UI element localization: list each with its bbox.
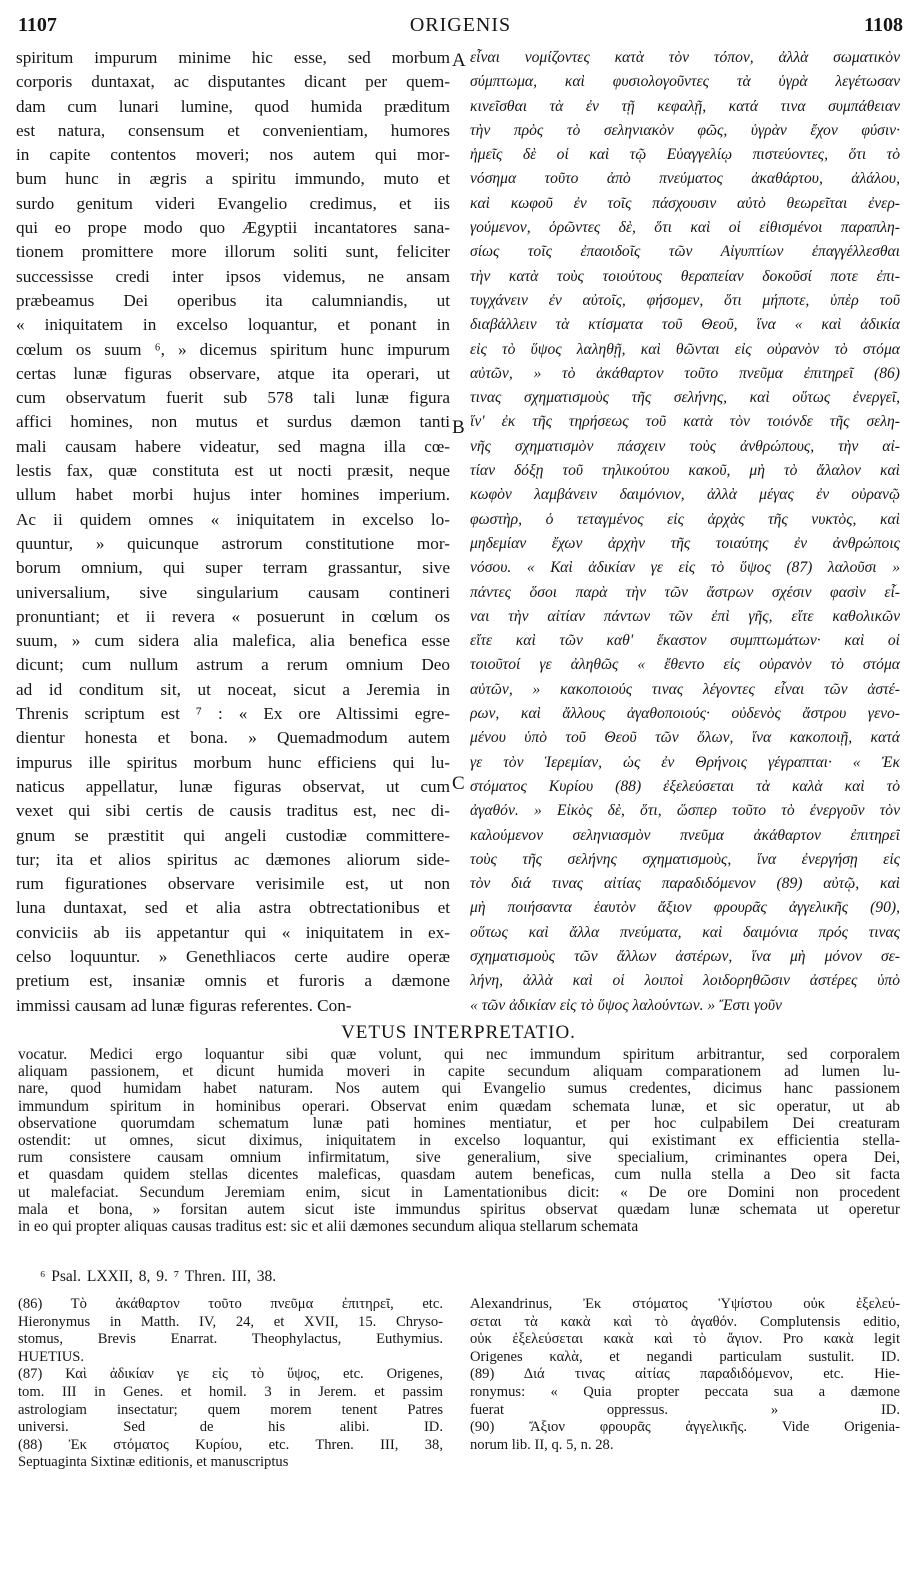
footnote-line: (90) Ἄξιον φρουρᾶς ἀγγελικῆς. Vide Origenia- [470,1419,900,1436]
footnote-line: σεται τὰ κακὰ καὶ τὸ ἀγαθόν. Complutensis editio, [470,1313,900,1330]
latin-text-line: tur; ita et alios spiritus ac dæmones aliorum side- [16,849,450,869]
greek-text-line: ἀγαθόν. » Εἰκὸς δὲ, ὅτι, ὥσπερ τοῦτο τὸ ἐνεργοῦν τὸν [470,802,900,820]
page-header [18,14,903,40]
latin-text-line: affici homines, non mutus et surdus dæmon tanti [16,412,450,432]
latin-text-line: certas lunæ figuras observare, atque ita operari, ut [16,363,450,383]
greek-text-line: ἡμεῖς δὲ οἱ καὶ τῷ Εὐαγγελίῳ πιστεύοντες, ὅτι τὸ [470,146,900,164]
latin-text-line: præbeamus Dei operibus ita calumniandis, ut [16,290,450,310]
latin-text-line: in capite contentos moveri; nos autem qui mor- [16,145,450,165]
latin-text-line: dam cum lunari lumine, quod humida præditum [16,96,450,116]
greek-text-line: ρων, καὶ ἄλλους ἀγαθοποιούς· οὐδενὸς ἄστρου γενο- [470,705,900,723]
latin-column [16,46,450,1018]
greek-text-line: πάντες ὅσοι παρὰ τὴν τῶν ἄστρων σχέσιν φασὶν εἶ- [470,583,900,601]
latin-text-line: est natura, consensum et convenientiam, humores [16,120,450,140]
latin-text-line: lestis fax, quæ constituta est ut nocti præsit, neque [16,461,450,481]
greek-text-line: μένου ὑπὸ τοῦ Θεοῦ τῶν ὅλων, ἵνα κακοποιῇ, κατά [470,729,900,747]
footnote-line: HUETIUS. [18,1348,85,1365]
latin-text-line: conviciis ab iis appetantur qui « iniquitatem in ex- [16,922,450,942]
page-number-right: 1108 [864,14,903,36]
greek-text-line: γε τὸν Ἱερεμίαν, ὡς ἐν Θρήνοις γέγραπται· « Ἐκ [470,753,900,771]
latin-text-line: pronuntiant; et ii revera « posuerunt in cœlum os [16,606,450,626]
vetus-text-line: ut malefaciat. Secundum Jeremiam enim, sicut in Lamentationibus dicit: « De ore Domini non procedent [18,1183,900,1201]
footnote-line: Hieronymus in Matth. IV, 24, et XVII, 15. Chryso- [18,1313,443,1330]
greek-column [470,46,900,1018]
latin-text-line: pretium est, insaniæ omnis et furoris a dæmone [16,971,450,991]
latin-text-line: Threnis scriptum est ⁷ : « Ex ore Altissimi egre- [16,704,450,724]
greek-text-line: νόσου. « Καὶ ἀδικίαν γε εἰς τὸ ὕψος (87) λαλοῦσι » [470,559,900,577]
vetus-text-line: et quasdam quidem stellas dicentes maleficas, quasdam autem beneficas, cum nulla stella a Deo sit facta [18,1166,900,1184]
latin-text-line: dientur honesta et bona. » Quemadmodum autem [16,728,450,748]
greek-text-line: κινεῖσθαι τὰ ἐν τῇ κεφαλῇ, κατά τινα συμπάθειαν [470,97,900,115]
latin-text-line: vexet qui sibi certis de causis traditus est, nec di- [16,801,450,821]
latin-text-line: bum hunc in ægris a spiritu immundo, muto et [16,169,450,189]
latin-text-line: suum, » cum sidera alia malefica, alia benefica esse [16,631,450,651]
latin-text-line: cœlum os suum ⁶, » dicemus spiritum hunc impurum [16,339,450,359]
greek-text-line: διαβάλλειν τὰ κτίσματα τοῦ Θεοῦ, ἵνα « καὶ ἀδικία [470,316,900,334]
vetus-text-line: mala et bona, » forsitan autem sicut iste immundus spiritus observat quædam lunæ schemata ut operetur [18,1200,900,1218]
latin-text-line: dicunt; cum nullum astrum a rerum omnium Deo [16,655,450,675]
greek-text-line: αὐτῶν, » τὸ ἀκάθαρτον τοῦτο πνεῦμα ἐπιτηρεῖ (86) [470,364,900,382]
greek-text-line: λήνη, ἀλλὰ καὶ οἱ λοιποὶ λοιδορηθῶσιν ἀστέρες ὑπὸ [470,972,900,990]
greek-text-line: σχηματισμοὺς τῶν ἄλλων ἀστέρων, ἵνα μὴ μόνον σε- [470,947,900,965]
footnote-line: (89) Διά τινας αἰτίας παραδιδόμενον, etc. Hie- [470,1366,900,1383]
vetus-text-line: rum consistere causam omnium infirmitatum, sive generalium, sive specialium, criminantes opera Dei, [18,1149,900,1167]
greek-text-line: τοὺς τῆς σελήνης σχηματισμοὺς, ἵνα ἐνεργήσῃ εἰς [470,850,900,868]
greek-text-line: « τῶν ἀδικίαν εἰς τὸ ὕψος λαλούντων. » Ἔστι γοῦν [470,996,782,1014]
footnote-line: tom. III in Genes. et homil. 3 in Jerem. et passim [18,1383,443,1400]
vetus-text-line: immundum spiritum in hominibus operari. Observat enim quædam schemata lunæ, et sic operatur, ut ab [18,1097,900,1115]
latin-text-line: borum omnium, qui super terram grassantur, sive [16,558,450,578]
vetus-interpretatio-text [18,1046,900,1235]
footnote-line: astrologiam insectatur; quem morem tenent Patres [18,1401,443,1418]
greek-text-line: εἰς τὸ ὕψος λαληθῇ, καὶ θῶνται εἰς οὐρανὸν τὸ στόμα [470,340,900,358]
greek-text-line: οὕτως καὶ ἄλλα πνεύματα, καὶ δαιμόνια πρός τινας [470,923,900,941]
latin-text-line: luna duntaxat, sed et alia astra obtrectationibus et [16,898,450,918]
greek-text-line: τὸν διά τινας αἰτίας παραδιδόμενον (89) αὐτῷ, καὶ [470,875,900,893]
latin-text-line: corporis duntaxat, ac disputantes dicant per quem- [16,72,450,92]
latin-text-line: cum observatum fuerit sub 578 tali lunæ figura [16,388,450,408]
footnote-line: Origenes καλὰ, et negandi particulam sustulit. ID. [470,1348,900,1365]
latin-text-line: « iniquitatem in excelso loquantur, et ponant in [16,315,450,335]
greek-text-line: εἶναι νομίζοντες κατὰ τὸν τόπον, ἀλλὰ σωματικὸν [470,49,900,66]
greek-text-line: τίαν δόξῃ τοῦ τηλικούτου κακοῦ, μὴ τὸ ἄλαλον καὶ [470,462,900,480]
latin-text-line: quuntur, » quicunque astrorum constitutione mor- [16,533,450,553]
greek-text-line: ἵν' ἐκ τῆς τηρήσεως τοῦ κατὰ τὸν τοιόνδε τῆς σελη- [470,413,900,431]
latin-text-line: tionem promittere more illorum soliti sunt, feliciter [16,242,450,262]
latin-text-line: naticus appellatur, lunæ figuras observat, ut cum [16,776,450,796]
greek-text-line: εἴτε καὶ τῶν καθ' ἕκαστον συμπτωμάτων· καὶ οἱ [470,632,900,650]
footnotes-left [18,1296,443,1472]
footnote-line: (88) Ἐκ στόματος Κυρίου, etc. Thren. III, 38, [18,1436,443,1453]
section-marker-b: B [452,417,465,438]
greek-text-line: σίως τοῖς ἐπαοιδοῖς τῶν Αἰγυπτίων ἐπαγγέλλεσθαι [470,243,900,261]
greek-text-line: νῆς σχηματισμὸν πάσχειν τοὺς ἀνθρώπους, τὴν αἰ- [470,437,900,455]
latin-text-line: impurus ille spiritus morbum hunc efficiens qui lu- [16,752,450,772]
footnote-line: (86) Τὸ ἀκάθαρτον τοῦτο πνεῦμα ἐπιτηρεῖ, etc. [18,1296,443,1312]
latin-text-line: universalium, sive singularium causam contineri [16,582,450,602]
greek-text-line: τινας σχηματισμοὺς τῆς σελήνης, καὶ οὕτως ἐνεργεῖ, [470,389,900,407]
latin-text-line: Ac ii quidem omnes « iniquitatem in excelso lo- [16,509,450,529]
latin-text-line: qui eo prope modo quo Ægyptii incantatores sana- [16,218,450,238]
greek-text-line: μὴ ποιήσαντα ἑαυτὸν ἄξιον φρουρᾶς ἀγγελικῆς (90), [470,899,900,917]
greek-text-line: τὴν πρὸς τὸ σεληνιακὸν φῶς, ὑγρὰν ἔχον φύσιν· [470,121,900,139]
greek-text-line: στόματος Κυρίου (88) ἐξελεύσεται τὰ καλὰ καὶ τὸ [470,777,900,795]
section-marker-a: A [452,50,466,71]
footnote-line: fuerat oppressus. » ID. [470,1401,900,1418]
vetus-text-line: vocatur. Medici ergo loquantur sibi quæ volunt, qui nec immundum spiritum arbitrantur, sed corporalem [18,1046,900,1063]
greek-text-line: τοιοῦτοί γε ἀληθῶς « ἔθεντο εἰς οὐρανὸν τὸ στόμα [470,656,900,674]
latin-text-line: mali causam habere videatur, sed magna illa cœ- [16,436,450,456]
latin-text-line: rum figurationes observare verisimile est, ut non [16,874,450,894]
latin-text-line: ullum habet morbi hujus inter homines imperium. [16,485,450,505]
page-number-left: 1107 [18,14,57,36]
vetus-text-line: ostendit: ut omnes, sicut diximus, iniquitatem in excelso loquantur, qui existimant ex efficientia stella- [18,1131,900,1149]
footnote-line: universi. Sed de his alibi. ID. [18,1419,443,1436]
footnote-line: (87) Καὶ ἀδικίαν γε εἰς τὸ ὕψος, etc. Origenes, [18,1366,443,1383]
latin-text-line: ad id conditum sit, ut noceat, sicut a Jeremia in [16,679,450,699]
footnote-line: Alexandrinus, Ἐκ στόματος Ὑψίστου οὐκ ἐξελεύ- [470,1296,900,1312]
vetus-text-line: aliquam passionem, et dicunt humida moveri in capite secundum aliquam comparationem ad lumen lu- [18,1063,900,1081]
greek-text-line: καὶ κωφοῦ ἐν τοῖς πάσχουσιν αὐτὸ θεωρεῖται ἐνερ- [470,194,900,212]
latin-text-line: immissi causam ad lunæ figuras referentes. Con- [16,995,352,1015]
running-title: ORIGENIS [409,14,512,36]
latin-text-line: gnum se præstitit qui angeli custodiæ committere- [16,825,450,845]
greek-text-line: αὐτῶν, » κακοποιούς τινας λέγοντες εἶναι τῶν ἀστέ- [470,680,900,698]
footnote-line: stomus, Brevis Enarrat. Theophylactus, Euthymius. [18,1331,443,1348]
vetus-text-line: observatione quorumdam schematum lunæ pati homines mentiatur, et per hoc culpabilem Dei creaturam [18,1114,900,1132]
footnotes-right [470,1296,900,1454]
footnote-line: norum lib. II, q. 5, n. 28. [470,1436,614,1453]
latin-text-line: successisse credi inter ipsos videmus, ne ansam [16,266,450,286]
greek-text-line: κωφὸν λαμβάνειν δαιμόνιον, ἀλλὰ μέγας ἐν οὐρανῷ [470,486,900,504]
footnote-line: Septuaginta Sixtinæ editionis, et manuscriptus [18,1454,289,1471]
greek-text-line: τὴν κατὰ τοὺς τοιούτους θεραπείαν δοκοῦσί ποτε ἐπι- [470,267,900,285]
latin-text-line: spiritum impurum minime hic esse, sed morbum [16,48,450,67]
greek-text-line: μηδεμίαν ἔχων ἀρχὴν τῆς τοιαύτης ἐν ἀνθρώποις [470,534,900,552]
greek-text-line: φωστὴρ, ὁ τεταγμένος εἰς ἀρχὰς τῆς νυκτὸς, καὶ [470,510,900,528]
greek-text-line: καλούμενον σεληνιασμὸν πνεῦμα ἀκάθαρτον ἐπιτηρεῖ [470,826,900,844]
footnote-line: ronymus: « Quia propter peccata sua a dæmone [470,1383,900,1400]
latin-text-line: celso loquuntur. » Genethliacos certe audire operæ [16,946,450,966]
vetus-text-line: in eo qui propter aliquas causas traditus est: sic et alii dæmones secundum aliqua stellarum schemata [18,1217,639,1235]
vetus-text-line: nare, quod humidam habet naturam. Nos autem qui Evangelio sumus credentes, dicimus hanc passionem [18,1080,900,1098]
vetus-interpretatio-title: VETUS INTERPRETATIO. [341,1022,576,1043]
greek-text-line: γούμενον, ὁρῶντες δὲ, ὅτι καὶ οἱ εἰθισμένοι παραπλη- [470,219,900,237]
section-marker-c: C [452,773,465,794]
greek-text-line: τυγχάνειν ἐν αὐτοῖς, φήσομεν, ὅτι μήποτε, ὑπὲρ τοῦ [470,291,900,309]
greek-text-line: ναι τὴν αἰτίαν πάντων τῶν ἐπὶ γῆς, εἴτε καθολικῶν [470,607,900,625]
greek-text-line: σύμπτωμα, καὶ φυσιολογοῦντες τὰ ὑγρὰ λεγέτωσαν [470,73,900,91]
footnote-line: οὐκ ἐξελεύσεται κακὰ καὶ τὸ ἄγιον. Pro κακὰ legit [470,1331,900,1348]
latin-text-line: surdo genitum videri Evangelio credimus, et iis [16,193,450,213]
scripture-references: ⁶ Psal. LXXII, 8, 9. ⁷ Thren. III, 38. [40,1268,277,1285]
greek-text-line: νόσημα τοῦτο ἀπὸ πνεύματος ἀκαθάρτου, ἀλάλου, [470,170,900,188]
